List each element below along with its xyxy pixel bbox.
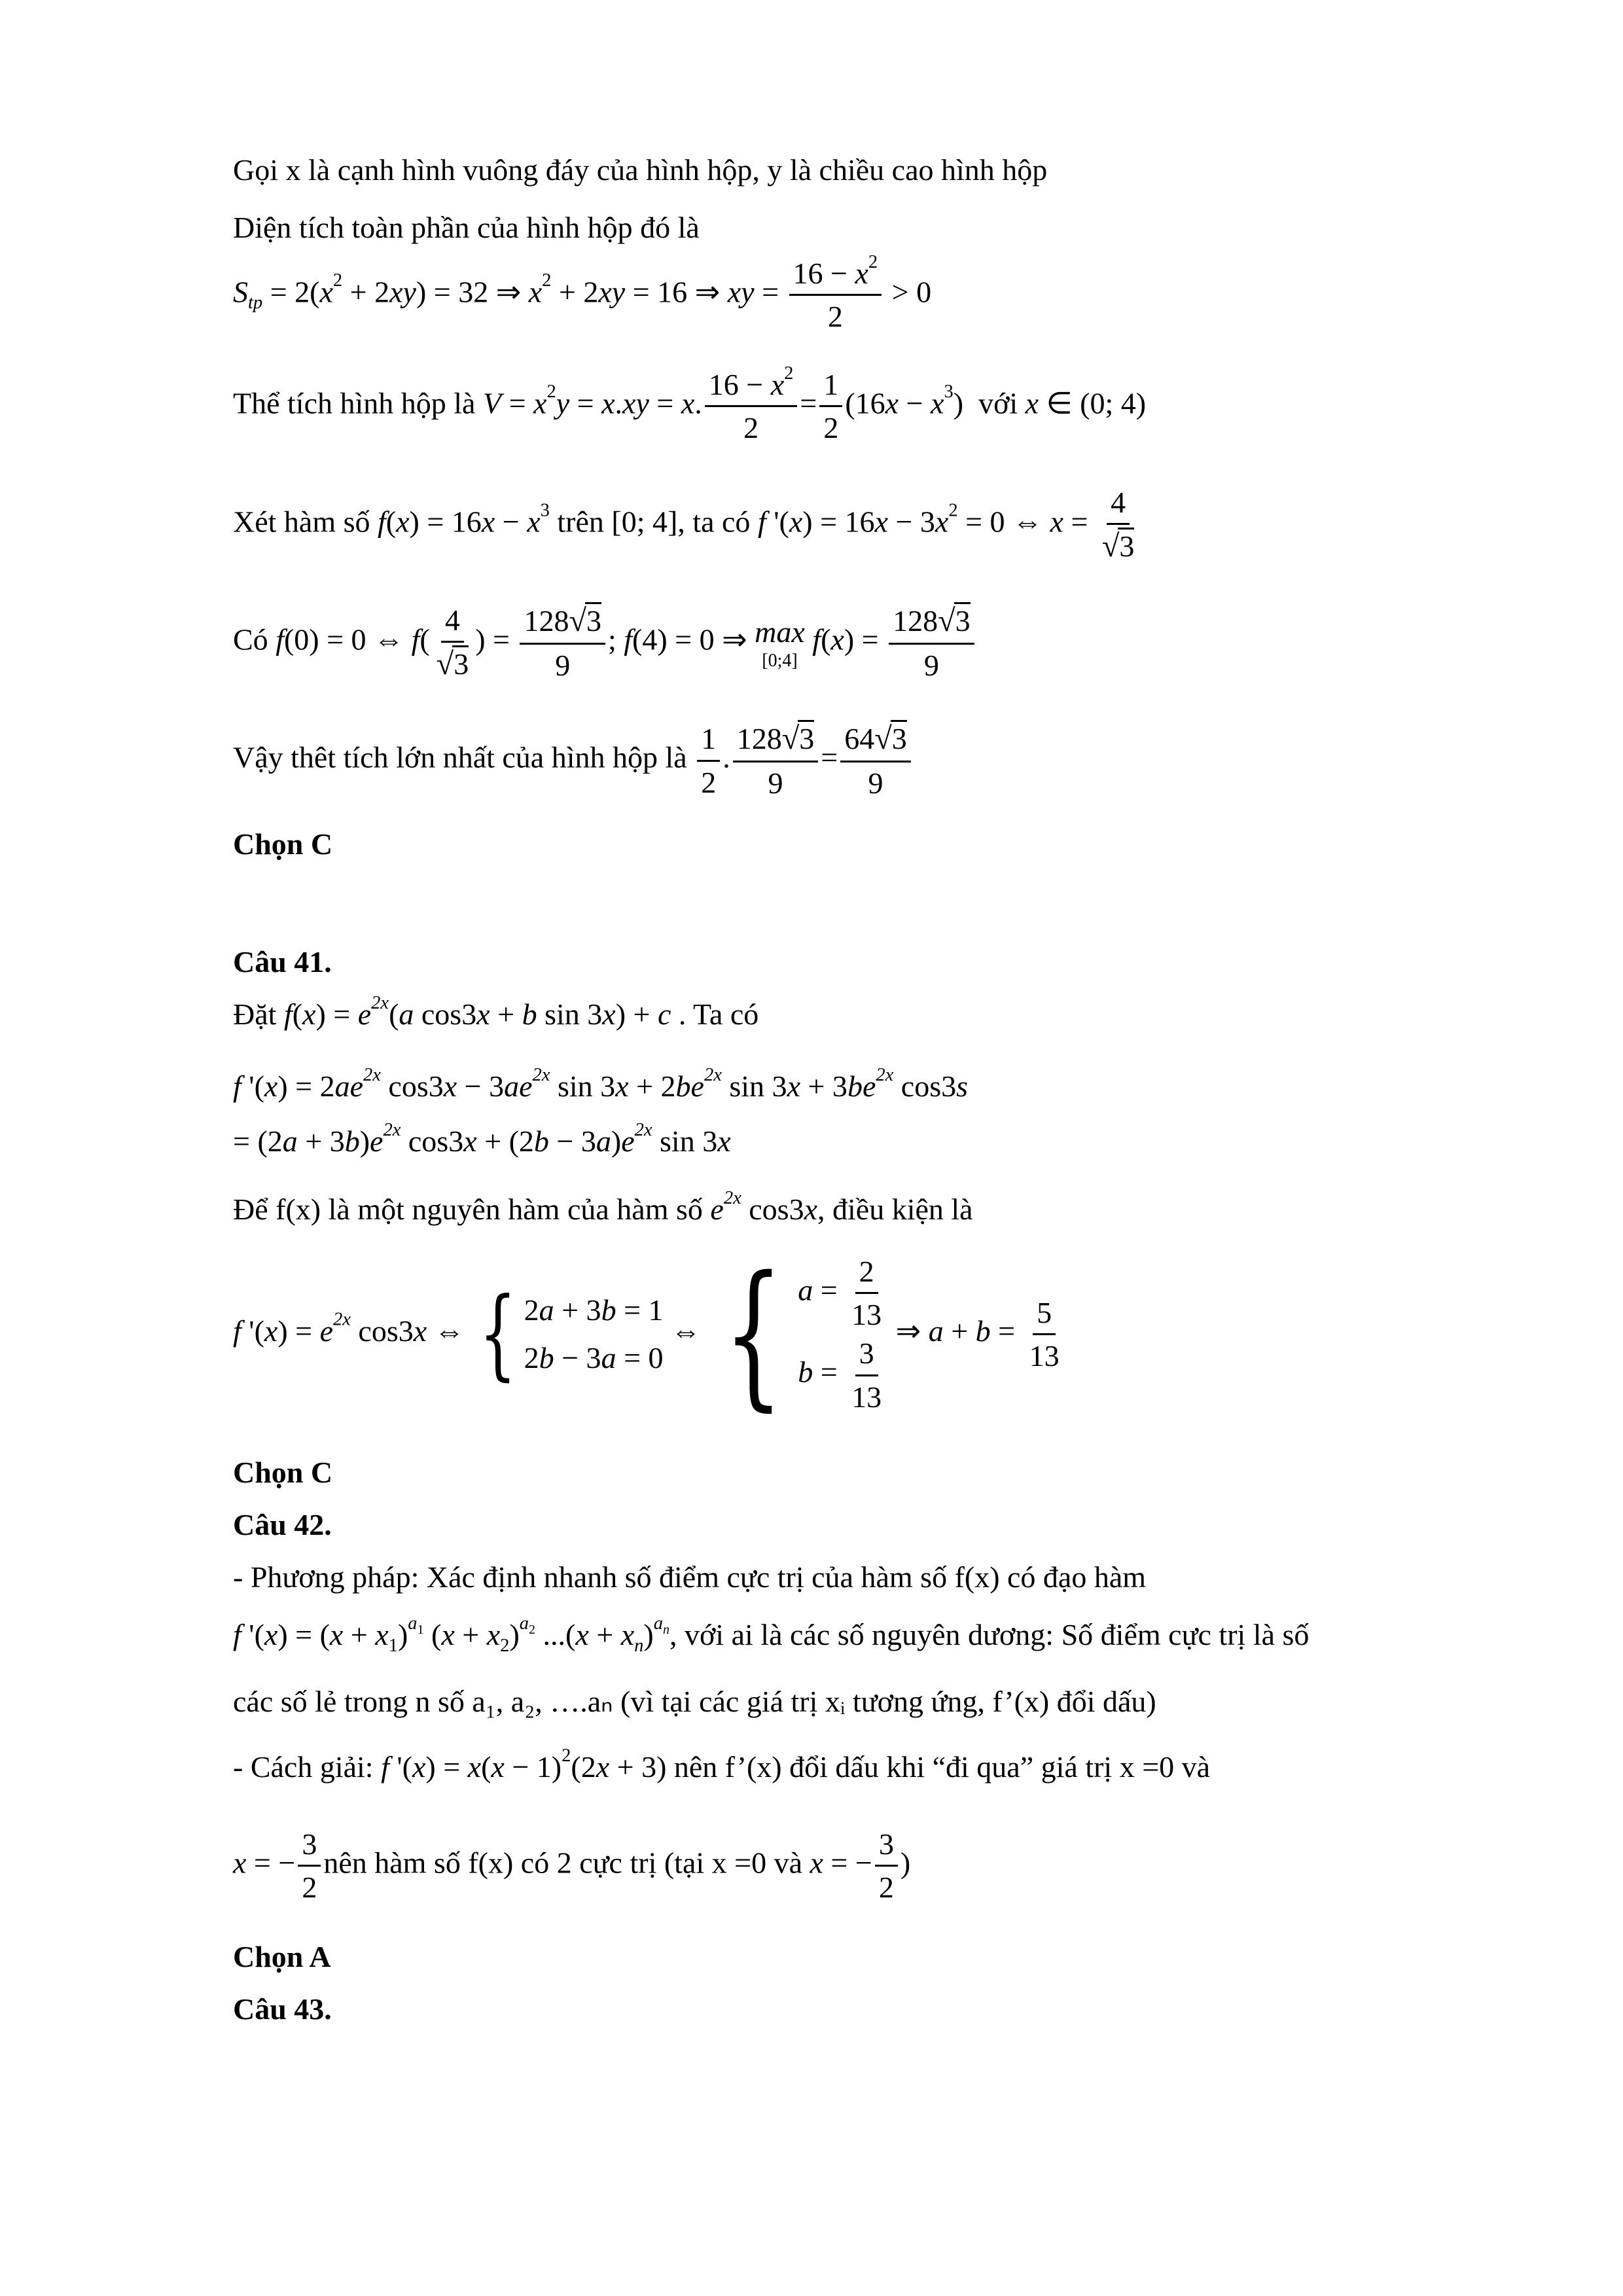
q41-cond-prefix: Để f(x) là một nguyên hàm của hàm số <box>233 1193 703 1226</box>
intro-line-1: Gọi x là cạnh hình vuông đáy của hình hộp, y là chiều cao hình hộp <box>233 153 1048 187</box>
q41-title: Câu 41. <box>233 945 332 978</box>
q42-conclusion-mid: nên hàm số f(x) có 2 cực trị (tại x =0 và <box>323 1846 802 1880</box>
q42-conclusion-end: ) <box>900 1846 911 1880</box>
q42-solution-suffix: nên f’(x) đổi dấu khi “đi qua” giá trị x =0 và <box>673 1750 1211 1784</box>
q42-title: Câu 42. <box>233 1508 332 1541</box>
volume-with-text: với <box>978 386 1018 420</box>
q41-derivative-1: f '$(x) = 2ae^{2x}$ $\cos 3x - 3ae^{2x}$ $\sin 3x + 2be^{2x}$ $\sin 3x + 3be^{2x}$ cos3s <box>233 1064 969 1103</box>
values-label: Có <box>233 622 268 656</box>
q42-method-line-3: các số lẻ trong n số a₁, a₂, ….aₙ (vì tại các giá trị xᵢ tương ứng, f’(x) đổi dấu) <box>233 1685 1156 1718</box>
q41-set-label: Đặt <box>233 997 277 1031</box>
result-line: Vậy thêt tích lớn nhất của hình hộp là $\frac{1}{2}$ . $\frac{128√3}{9}$ = $\frac{64√3}{9}$ <box>233 720 914 801</box>
intro-line-2: Diện tích toàn phần của hình hộp đó là <box>233 211 700 244</box>
q41-ta-co: . Ta có <box>678 997 759 1031</box>
choice-3: Chọn A <box>233 1940 331 1973</box>
result-label: Vậy thêt tích lớn nhất của hình hộp là <box>233 740 687 774</box>
q41-derivative-2: = $(2a + 3b)e^{2x}$ $\cos 3x + (2b - 3a)e^{2x}$ sin 3x <box>233 1119 731 1158</box>
q42-method-formula-line: f '$(x) = (x + x_1)^{a_1}$ $(x + x_2)^{a_2}$ $...(x + x_n)^{a_n}$, với ai là các số nguyên dương: Số điểm cực trị là số <box>233 1613 1310 1656</box>
q41-system: f '$(x) = e^{2x}$ cos3x ⇔ { 2a + 3b = 1 2b − 3a = 0 ⇔ { a = $\frac{2}{13}$ b = $\frac{3}{13}$ ⇒ a + b = $\frac{5}{13}$ <box>233 1242 1060 1426</box>
q41-cond-suffix: , điều kiện là <box>817 1193 973 1226</box>
study-label: Xét hàm số <box>233 505 370 539</box>
surface-area-equation: $S_{tp} = 2(x^2 + 2xy) = 32$ ⇒ $x^2 + 2xy = 16$ ⇒ xy = $\frac{16 - x^2}{2}$ > 0 <box>233 251 932 334</box>
volume-label: Thể tích hình hộp là <box>233 386 476 420</box>
q41-set-line: Đặt $f(x) = e^{2x}(a$ cos3x + b sin 3x) + c . Ta có <box>233 992 759 1031</box>
q42-method: - Phương pháp: Xác định nhanh số điểm cực trị của hàm số f(x) có đạo hàm <box>233 1560 1147 1594</box>
q42-solution-prefix: - Cách giải: <box>233 1750 374 1784</box>
q41-condition-line: Để f(x) là một nguyên hàm của hàm số $e^{2x}$ cos3x, điều kiện là <box>233 1187 973 1226</box>
q42-method-cont: , với ai là các số nguyên dương: Số điểm cực trị là số <box>669 1618 1310 1651</box>
q43-title: Câu 43. <box>233 1992 332 2026</box>
study-comma-text: , ta có <box>677 505 751 539</box>
study-line: Xét hàm số $f(x) = 16x - x^3$ trên [0; 4], ta có f '$(x) = 16x - 3x^2 = 0$ ⇔ x = $\frac{4}{√3}$ <box>233 486 1135 564</box>
q42-solution-line: - Cách giải: f '$(x) = x(x - 1)^2(2x + 3)$ nên f’(x) đổi dấu khi “đi qua” giá trị x =0 và <box>233 1745 1211 1784</box>
choice-1: Chọn C <box>233 827 333 861</box>
values-line: Có f(0) = 0 ⇔ f( $\frac{4}{√3}$ ) = $\frac{128√3}{9}$ ; f(4) = 0 ⇒ max [0;4] f(x) = $\frac{128√3}{9}$ <box>233 602 977 683</box>
choice-2: Chọn C <box>233 1456 333 1489</box>
q42-conclusion-line: x = − $\frac{3}{2}$ nên hàm số f(x) có 2 cực trị (tại x =0 và x = − $\frac{3}{2}$ ) <box>233 1827 911 1905</box>
volume-line: Thể tích hình hộp là $V = x^2y = x.xy = x$. $\frac{16 - x^2}{2}$ = $\frac{1}{2}$ $(16x - x^3)$ với x ∈ (0; 4) <box>233 363 1147 445</box>
study-on-text: trên <box>557 505 604 539</box>
